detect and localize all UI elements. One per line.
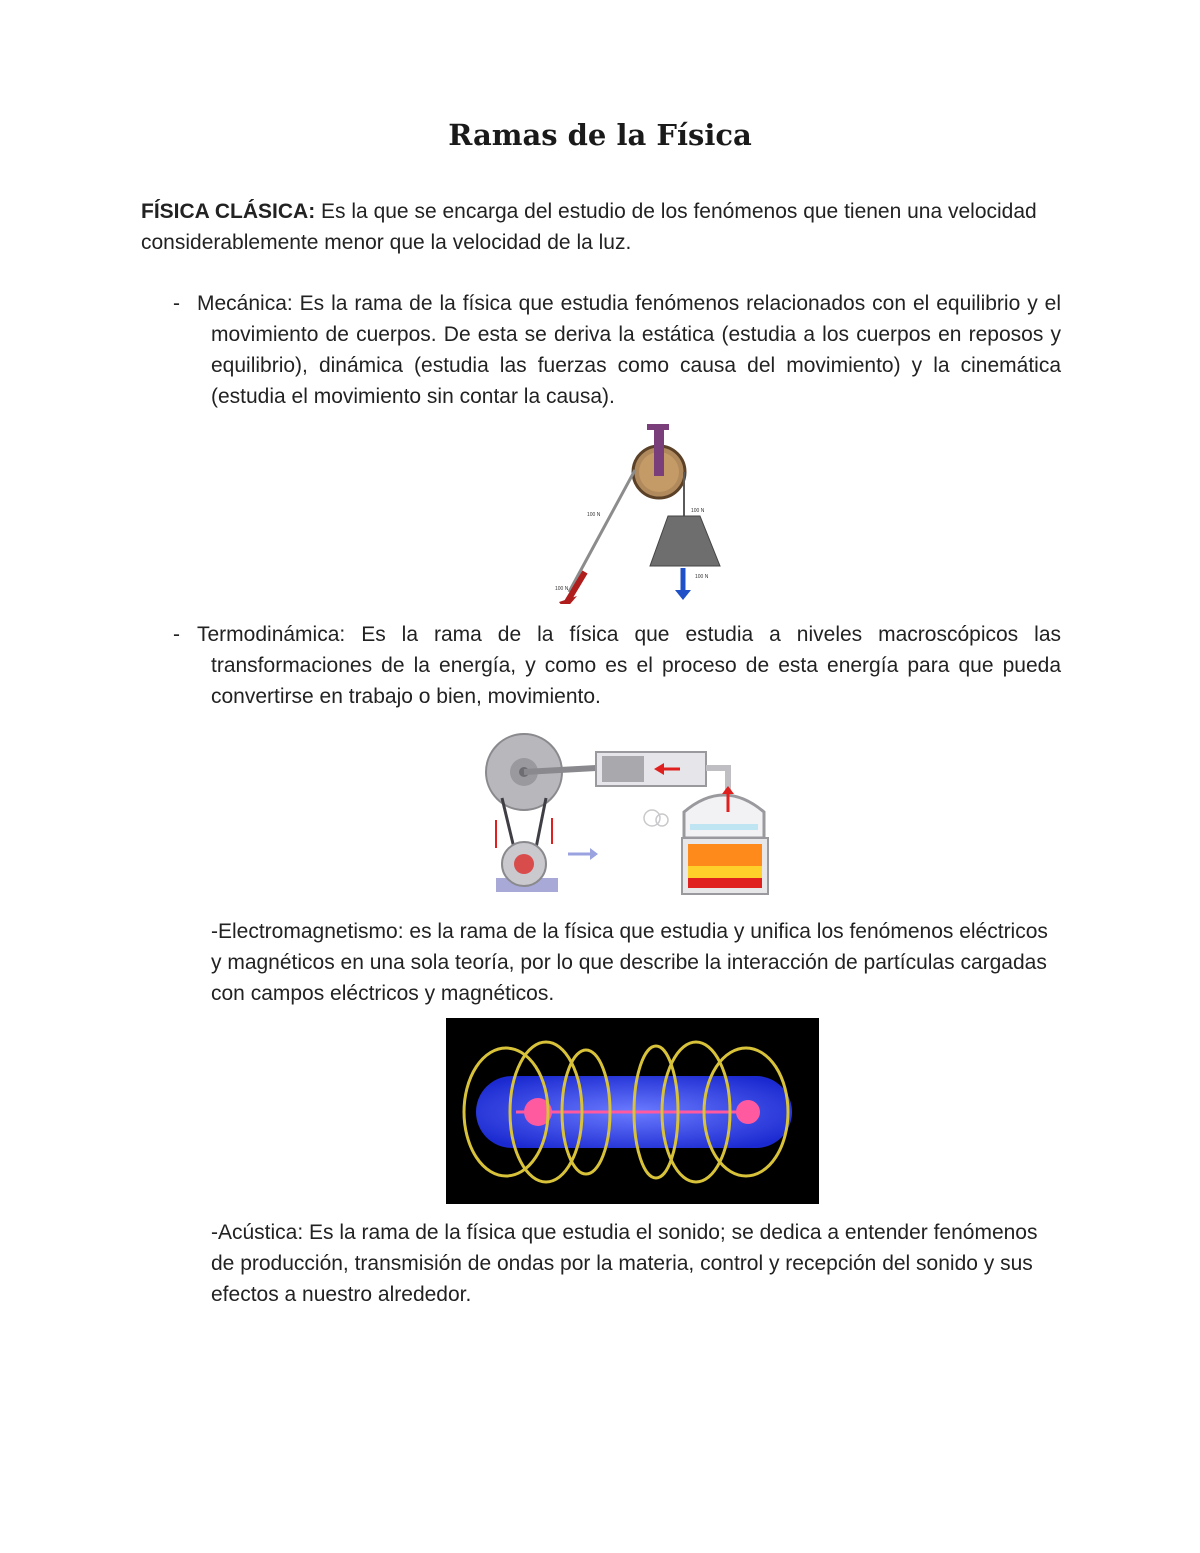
section-termodinamica xyxy=(173,619,1061,712)
intro-text: Es la que se encarga del estudio de los fenómenos que tienen una velocidad considerablemente menor que la velocidad de la luz. xyxy=(141,200,1037,254)
steam-engine-diagram-icon xyxy=(484,728,796,896)
pulley-label-4: 100 N xyxy=(555,586,569,592)
section-mecanica xyxy=(173,288,1061,412)
section-termodinamica-text: Termodinámica: Es la rama de la física que estudia a niveles macroscópicos las transformaciones de la energía, y como es el proceso de esta energía para que pueda convertirse en trabajo o bien, movimiento. xyxy=(197,623,1061,708)
section-acustica: -Acústica: Es la rama de la física que estudia el sonido; se dedica a entender fenómenos de producción, transmisión de ondas por la materia, control y recepción del sonido y sus efectos a nuestro alrededor. xyxy=(211,1221,1038,1306)
pulley-label-3: 100 N xyxy=(695,574,709,580)
page-title: Ramas de la Física xyxy=(448,118,752,152)
steam-engine-figure xyxy=(484,728,796,896)
pulley-label-1: 100 N xyxy=(587,512,601,518)
intro-label: FÍSICA CLÁSICA: xyxy=(141,200,316,223)
pulley-figure xyxy=(555,424,735,604)
pulley-label-2: 100 N xyxy=(691,508,705,514)
section-mecanica-text: Mecánica: Es la rama de la física que estudia fenómenos relacionados con el equilibrio y el movimiento de cuerpos. De esta se deriva la estática (estudia a los cuerpos en reposos y equilibrio), dinámica (estudia las fuerzas como causa del movimiento) y la cinemática (estudia el movimiento sin contar la causa). xyxy=(197,292,1061,408)
magnetic-field-figure xyxy=(446,1018,819,1204)
intro-paragraph xyxy=(141,196,1061,258)
magnetic-field-image-icon xyxy=(446,1018,819,1204)
pulley-diagram-icon xyxy=(555,424,735,604)
section-electromagnetismo: -Electromagnetismo: es la rama de la física que estudia y unifica los fenómenos eléctricos y magnéticos en una sola teoría, por lo que describe la interacción de partículas cargadas con campos eléctricos y magnéticos. xyxy=(211,920,1048,1005)
list-dash: - xyxy=(173,292,180,315)
list-dash: - xyxy=(173,623,180,646)
